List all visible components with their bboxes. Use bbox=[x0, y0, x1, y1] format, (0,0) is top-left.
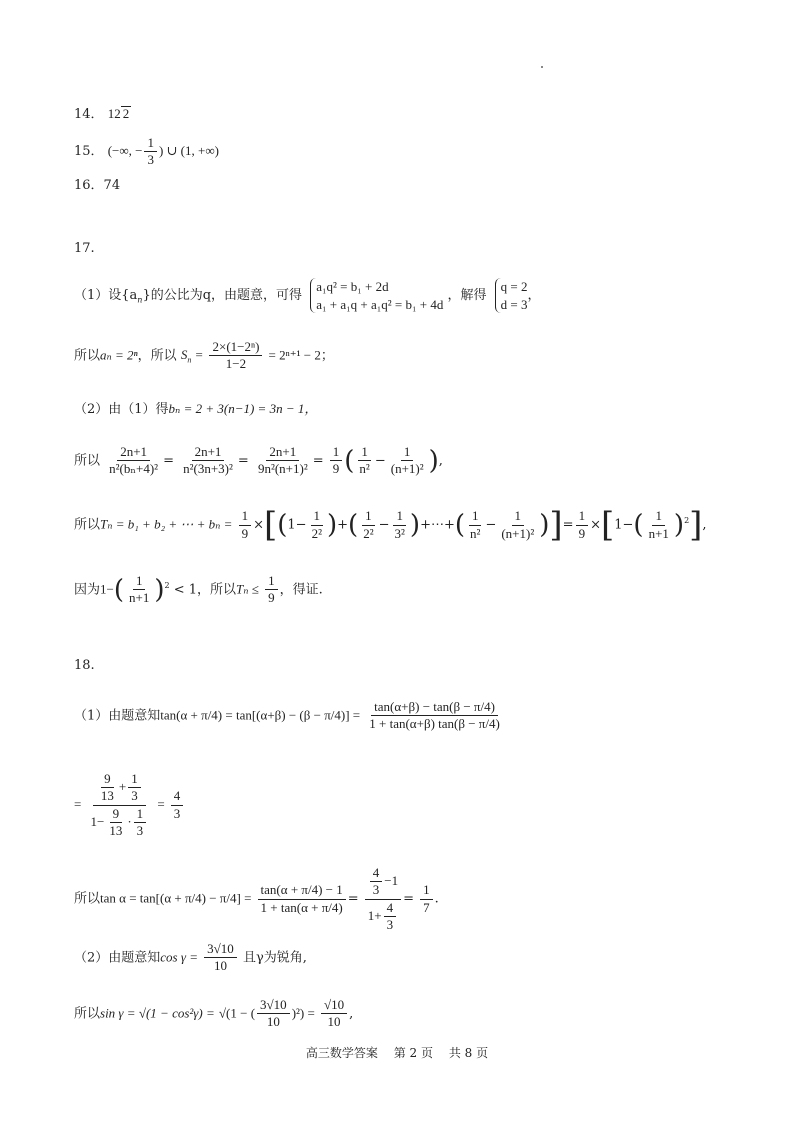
footer-page-number: 第 2 页 bbox=[393, 1046, 433, 1060]
footer-title: 高三数学答案 bbox=[305, 1046, 378, 1060]
q17-number: 17. bbox=[74, 241, 95, 256]
q18-part1: （1）由题意知tan(α + π/4) = tan[(α+β) − (β − π/4)] = $\frac{\tan(\alpha+\beta) - \tan(\beta - \pi/4)}{1 + \tan(\alpha+\beta) \tan(\beta - \pi/4)}$ bbox=[74, 699, 500, 732]
answer-15: 15． (−∞, − $\frac{1}{3}$ ) ∪ (1, +∞) bbox=[74, 135, 219, 168]
solution-system: q = 2 d = 3 bbox=[495, 278, 528, 313]
footer-total-pages: 共 8 页 bbox=[448, 1046, 489, 1060]
answer-14: 14． 12 2 bbox=[74, 106, 130, 122]
q17-sn-line: 所以aₙ = 2ⁿ，所以 $S_n$ = $\frac{\text{2×(1−2ⁿ)}}{1-2}$ = 2ⁿ⁺¹ − 2； bbox=[74, 339, 334, 372]
q18-sin-gamma: 所以sin γ = √(1 − cos²γ) = √(1 − ( $\frac{3√10}{10}$ )²) = $\frac{√10}{10}$ , bbox=[74, 997, 354, 1030]
answer-16: 16．74 bbox=[74, 178, 121, 193]
q17-sequence-identity: 所以 $\frac{2n+1}{\text{n²(bₙ+4)²}}$ = $\frac{2n+1}{\text{n²(3n+3)²}}$ = $\frac{2n+1}{\text{9n²(n+1)²}}$ = $\frac{1}{9}$ ( $\frac{1}{\text{n²}}$ − $\frac{1}{\text{(n+1)²}}$ ), bbox=[74, 444, 443, 477]
q18-numeric-eval: = $\frac{9}{13}$ + $\frac{1}{3}$ 1− $\frac{9}{13}$ · $\frac{1}{3}$ = $\frac{4}{3}$ bbox=[74, 772, 185, 838]
q18-number: 18. bbox=[74, 658, 95, 673]
q17-conclusion: 因为1−( $\frac{1}{n+1}$ )$^2$ < 1，所以Tₙ ≤ $\frac{1}{9}$ ，得证. bbox=[74, 573, 323, 606]
q18-part2: （2）由题意知cos γ = $\frac{3√10}{10}$ 且γ为锐角, bbox=[74, 941, 307, 974]
page-footer bbox=[0, 1044, 794, 1061]
scan-speck bbox=[541, 66, 543, 68]
system-of-equations: a₁q² = b₁ + 2d a₁ + a₁q + a₁q² = b₁ + 4d bbox=[310, 278, 443, 313]
q18-tan-alpha: 所以tan α = tan[(α + π/4) − π/4] = $\frac{\tan(\alpha + \pi/4) - 1}{1 + \tan(\alpha + \pi/4)}$ = $\frac{4}{3}$ −1 1+ $\frac{4}{3}$ = $\frac{1}{7}$ . bbox=[74, 865, 439, 932]
q17-part1: （1）设$\{a_n\}$的公比为q，由题意，可得 a₁q² = b₁ + 2d a₁ + a₁q + a₁q² = b₁ + 4d ，解得 q = 2 d = 3 ， bbox=[74, 279, 541, 312]
q17-part2: （2）由（1）得bₙ = 2 + 3(n−1) = 3n − 1， bbox=[74, 401, 318, 417]
q17-tn-sum: 所以Tₙ = b₁ + b₂ + ⋯ + bₙ = $\frac{1}{9}$ ×[(1− $\frac{1}{\text{2²}}$ )+( $\frac{1}{\text{2²}}$ − $\frac{1}{\text{3²}}$ )+⋯+( $\frac{1}{\text{n²}}$ − $\frac{1}{\text{(n+1)²}}$ )]= $\frac{1}{9}$ ×[1−( $\frac{1}{n+1}$ )$^2$], bbox=[74, 505, 707, 545]
